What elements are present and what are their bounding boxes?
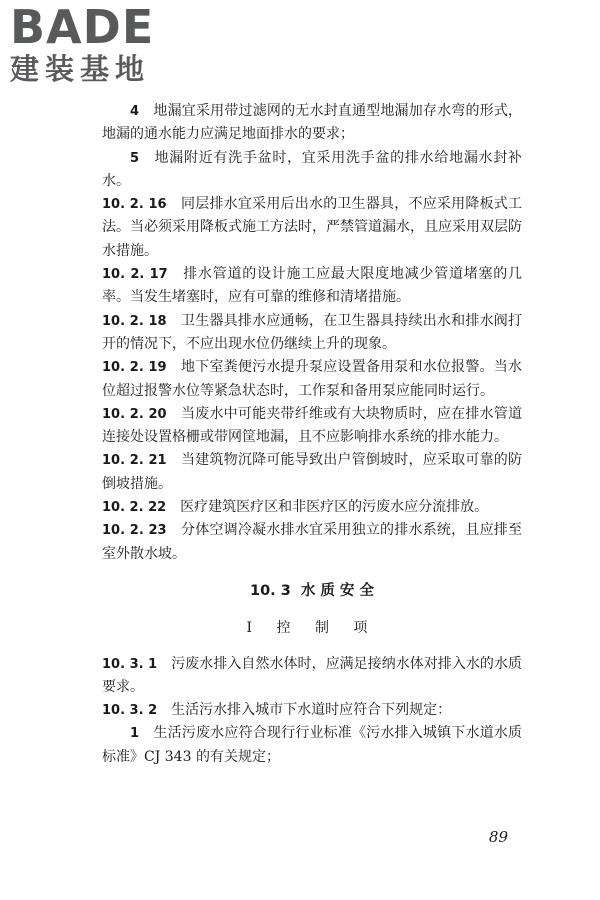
logo-subtitle: 建装基地 <box>10 52 151 86</box>
clause-text: 排水管道的设计施工应最大限度地减少管道堵塞的几率。当发生堵塞时，应有可靠的维修和清堵措施。 <box>102 266 523 306</box>
clause-paragraph <box>102 356 522 403</box>
page-number: 89 <box>488 828 508 846</box>
list-item <box>102 100 522 147</box>
list-item <box>102 722 522 769</box>
section-number: 10. 3 <box>250 582 291 599</box>
subsection-title: Ⅰ 控 制 项 <box>246 620 378 637</box>
clause-paragraph <box>102 496 522 519</box>
clause-paragraph <box>102 263 522 310</box>
clause-paragraph <box>102 403 522 450</box>
section-title-text: 水 质 安 全 <box>300 582 374 599</box>
clause-text: 污废水排入自然水体时，应满足接纳水体对排入水的水质要求。 <box>102 655 522 695</box>
clause-number: 10. 2. 16 <box>102 197 167 213</box>
clause-text: 同层排水宜采用后出水的卫生器具，不应采用降板式工法。当必须采用降板式施工方法时，严禁管道漏水，且应采用双层防水措施。 <box>102 196 523 259</box>
clause-text: 地漏宜采用带过滤网的无水封直通型地漏加存水弯的形式，地漏的通水能力应满足地面排水的要求； <box>102 103 523 143</box>
list-item <box>102 147 522 194</box>
clause-paragraph <box>102 699 522 722</box>
clause-number: 10. 2. 22 <box>102 500 167 516</box>
logo <box>10 0 190 94</box>
clause-number: 10. 2. 20 <box>102 406 167 422</box>
item-number: 5 <box>130 150 140 166</box>
clause-text: 地下室粪便污水提升泵应设置备用泵和水位报警。当水位超过报警水位等紧急状态时，工作泵和备用泵应能同时运行。 <box>102 359 523 399</box>
clause-number: 10. 3. 2 <box>102 703 158 719</box>
clause-text: 当建筑物沉降可能导致出户管倒坡时，应采取可靠的防倒坡措施。 <box>102 452 523 492</box>
logo-brand: BADE <box>10 0 155 54</box>
clause-text: 生活污水排入城市下水道时应符合下列规定： <box>171 702 452 719</box>
clause-text: 分体空调冷凝水排水宜采用独立的排水系统，且应排至室外散水坡。 <box>102 522 523 562</box>
clause-number: 10. 2. 19 <box>102 360 167 376</box>
clause-text: 生活污废水应符合现行行业标准《污水排入城镇下水道水质标准》CJ 343 的有关规定； <box>102 725 523 765</box>
clause-text: 医疗建筑医疗区和非医疗区的污废水应分流排放。 <box>180 499 489 516</box>
clause-text: 地漏附近有洗手盆时，宜采用洗手盆的排水给地漏水封补水。 <box>102 149 523 189</box>
clause-list <box>102 100 522 566</box>
clause-paragraph <box>102 193 522 263</box>
clause-text: 当废水中可能夹带纤维或有大块物质时，应在排水管道连接处设置格栅或带网筐地漏，且不应影响排水系统的排水能力。 <box>102 405 523 446</box>
clause-number: 10. 2. 18 <box>102 313 167 329</box>
clause-paragraph <box>102 653 522 700</box>
clause-number: 10. 2. 23 <box>102 523 167 539</box>
clause-paragraph <box>102 310 522 357</box>
clause-number: 10. 2. 17 <box>102 267 168 283</box>
clause-paragraph <box>102 449 522 496</box>
clause-number: 10. 3. 1 <box>102 656 158 672</box>
clause-number: 10. 2. 21 <box>102 453 167 469</box>
document-body <box>102 100 522 769</box>
clause-list-2 <box>102 653 522 769</box>
item-number: 1 <box>130 726 140 742</box>
section-title <box>102 580 522 603</box>
clause-text: 卫生器具排水应通畅，在卫生器具持续出水和排水阀打开的情况下，不应出现水位仍继续上升的现象。 <box>102 312 523 352</box>
clause-paragraph <box>102 519 522 566</box>
item-number: 4 <box>130 104 140 119</box>
